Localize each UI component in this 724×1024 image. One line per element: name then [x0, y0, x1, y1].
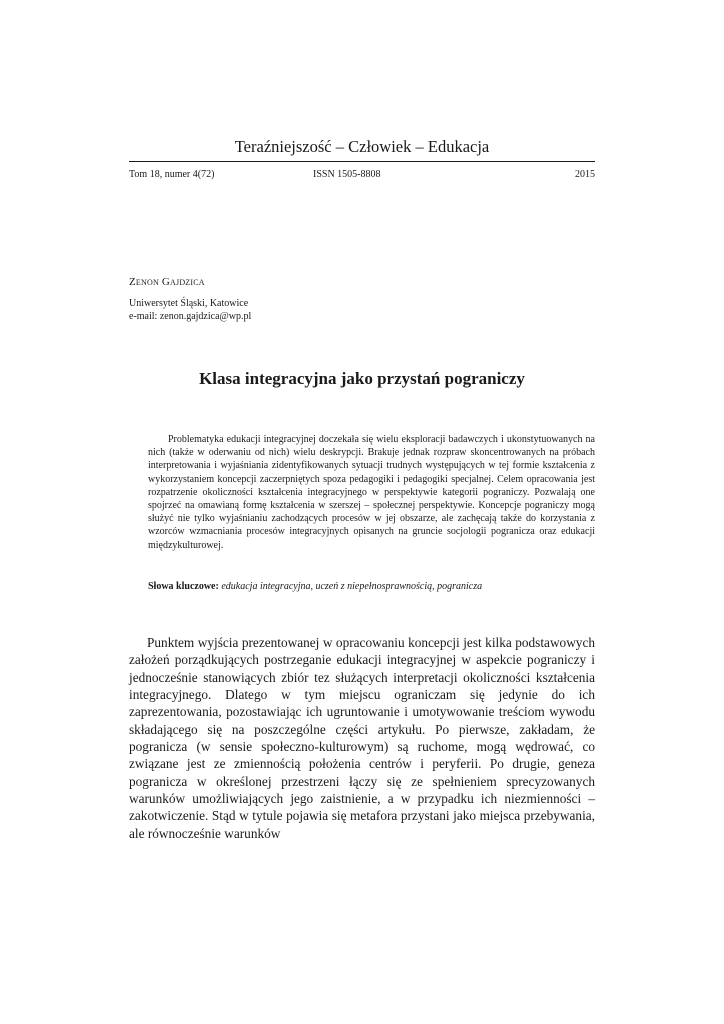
- keywords-label: Słowa kluczowe:: [148, 581, 219, 592]
- publication-year: 2015: [575, 169, 595, 180]
- author-email: e-mail: zenon.gajdzica@wp.pl: [129, 311, 252, 322]
- article-title: Klasa integracyjna jako przystań pograniczy: [199, 369, 525, 388]
- issn: ISSN 1505-8808: [313, 169, 381, 180]
- volume-number: Tom 18, numer 4(72): [129, 169, 215, 180]
- keywords: [148, 580, 482, 593]
- body-paragraph: Punktem wyjścia prezentowanej w opracowaniu koncepcji jest kilka podstawowych założeń porządkujących postrzeganie edukacji integracyjnej w aspekcie pograniczy i jednocześnie stanowiących zbiór tez służących interpretacji okoliczności kształcenia integracyjnego. Dlatego w tym miejscu ograniczam się jedynie do ich zaprezentowania, pozostawiając ich ugruntowanie i umotywowanie treściom wywodu składającego się na poszczególne części artykułu. Po pierwsze, zakładam, że pogranicza (w sensie społeczno-kulturowym) są ruchome, mogą wędrować, co związane jest ze zmiennością położenia centrów i peryferii. Po drugie, geneza pogranicza w określonej przestrzeni łączy się ze spełnieniem sprecyzowanych warunków umożliwiających jego zaistnienie, a w przypadku ich niezmienności – zakotwiczenie. Stąd w tytule pojawia się metafora przystani jako miejsca przebywania, ale równocześnie warunków: [129, 635, 595, 841]
- author-affiliation: Uniwersytet Śląski, Katowice: [129, 298, 249, 309]
- author-name: Zenon Gajdzica: [129, 276, 205, 288]
- keywords-values: edukacja integracyjna, uczeń z niepełnosprawnością, pogranicza: [221, 581, 483, 592]
- journal-title: Teraźniejszość – Człowiek – Edukacja: [234, 137, 490, 156]
- abstract: Problematyka edukacji integracyjnej doczekała się wielu eksploracji badawczych i ukonstytuowanych na nich (także w oderwaniu od nich) wielu deskrypcji. Brakuje jednak rozpraw skoncentrowanych na próbach interpretowania i wyjaśniania zidentyfikowanych sytuacji trudnych występujących w tej formie kształcenia z wykorzystaniem koncepcji zaczerpniętych spoza pedagogiki i pedagogiki specjalnej. Celem opracowania jest rozpatrzenie okoliczności kształcenia integracyjnego w perspektywie kategorii pograniczy. Pozwalają one spojrzeć na omawianą formę kształcenia w szerszej – społecznej perspektywie. Koncepcje pograniczy mogą służyć nie tylko wyjaśnianiu zachodzących procesów w jej obszarze, ale zachęcają także do korzystania z wzorców wzmacniania procesów integracyjnych opisanych na gruncie socjologii pogranicza oraz edukacji międzykulturowej.: [148, 434, 595, 551]
- header-meta: [129, 168, 595, 182]
- header-rule: [129, 161, 595, 162]
